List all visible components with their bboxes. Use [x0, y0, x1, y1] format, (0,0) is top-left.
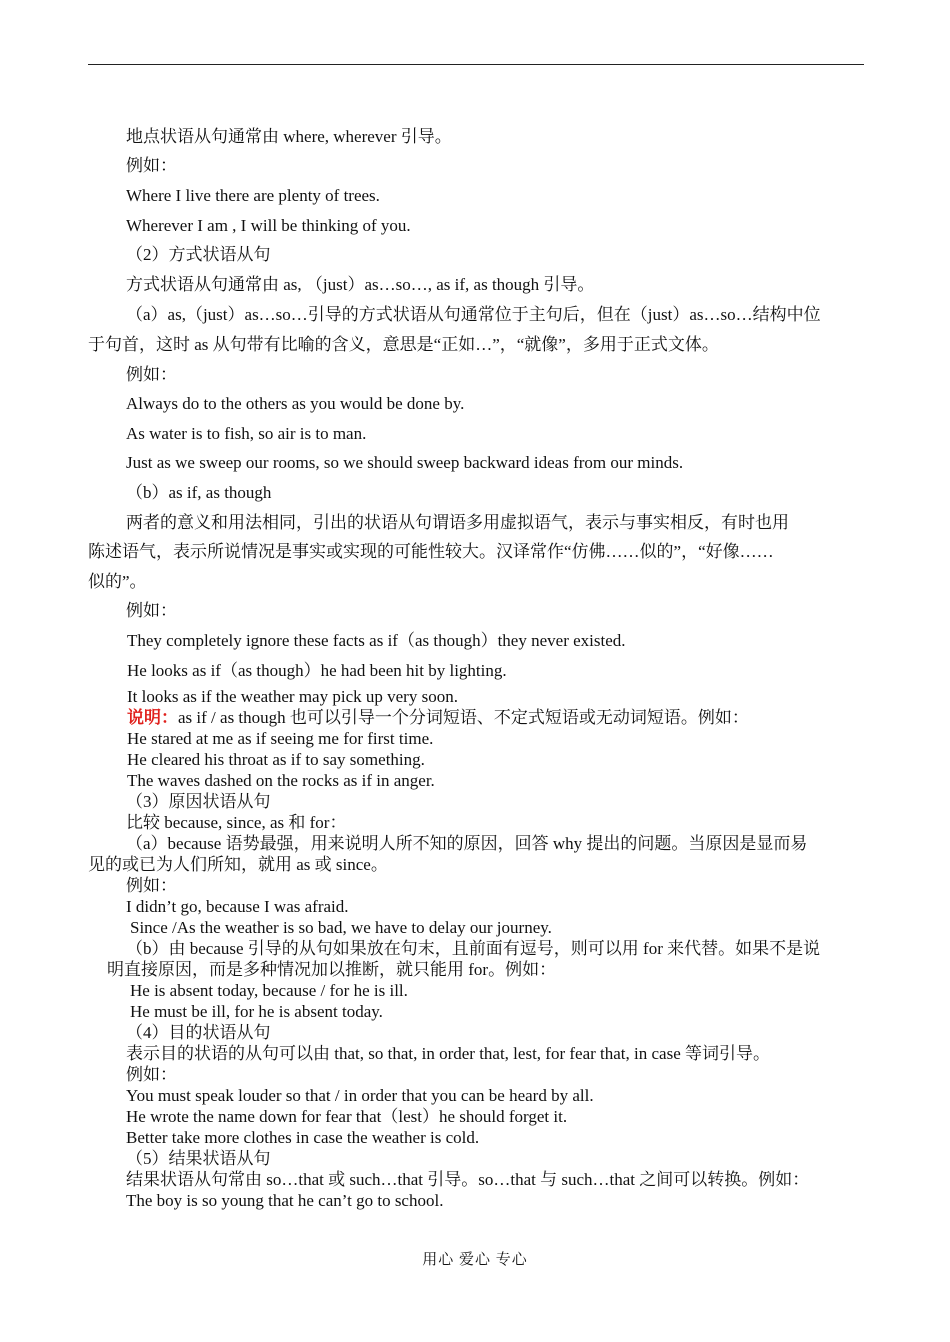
- section-heading: （3）原因状语从句: [126, 792, 271, 811]
- text-line: You must speak louder so that / in order that you can be heard by all.: [126, 1086, 594, 1105]
- text-line: 方式状语从句通常由 as, （just）as…so…, as if, as though 引导。: [126, 275, 595, 294]
- text-line: Always do to the others as you would be done by.: [126, 394, 465, 413]
- section-heading: （5）结果状语从句: [126, 1149, 271, 1168]
- text-line: 似的”。: [88, 572, 147, 591]
- note-text: as if / as though 也可以引导一个分词短语、不定式短语或无动词短语。例如：: [178, 708, 749, 727]
- text-line: He stared at me as if seeing me for first time.: [127, 729, 434, 748]
- text-line: Better take more clothes in case the weather is cold.: [126, 1128, 480, 1147]
- text-line: 陈述语气，表示所说情况是事实或实现的可能性较大。汉译常作“仿佛……似的”，“好像……: [88, 542, 774, 561]
- text-line: He looks as if（as though）he had been hit by lighting.: [127, 661, 507, 680]
- note-label: 说明：: [127, 708, 178, 727]
- text-line: He cleared his throat as if to say something.: [127, 750, 425, 769]
- text-line: 见的或已为人们所知，就用 as 或 since。: [88, 855, 388, 874]
- text-line: He wrote the name down for fear that（lest）he should forget it.: [126, 1107, 568, 1126]
- text-line: 例如：: [126, 876, 177, 895]
- text-line: 明直接原因，而是多种情况加以推断，就只能用 for。例如：: [107, 960, 557, 979]
- text-line: Where I live there are plenty of trees.: [126, 186, 380, 205]
- text-line: 于句首，这时 as 从句带有比喻的含义，意思是“正如…”，“就像”，多用于正式文体。: [88, 335, 719, 354]
- text-line: 表示目的状语的从句可以由 that, so that, in order that, lest, for fear that, in case 等词引导。: [126, 1044, 770, 1063]
- text-line: The boy is so young that he can’t go to school.: [126, 1191, 444, 1210]
- text-line: 例如：: [126, 365, 177, 384]
- text-line: 例如：: [126, 156, 177, 175]
- text-line: He must be ill, for he is absent today.: [130, 1002, 383, 1021]
- text-line: It looks as if the weather may pick up very soon.: [127, 687, 458, 706]
- section-heading: （2）方式状语从句: [126, 245, 271, 264]
- text-line: As water is to fish, so air is to man.: [126, 424, 367, 443]
- text-line: （a）as,（just）as…so…引导的方式状语从句通常位于主句后，但在（just）as…so…结构中位: [126, 305, 821, 324]
- text-line: 例如：: [126, 601, 177, 620]
- text-line: They completely ignore these facts as if（as though）they never existed.: [127, 631, 626, 650]
- text-line: （a）because 语势最强，用来说明人所不知的原因，回答 why 提出的问题。当原因是显而易: [126, 834, 808, 853]
- section-heading: （4）目的状语从句: [126, 1023, 271, 1042]
- text-line: 比较 because, since, as 和 for：: [126, 813, 347, 832]
- text-line: The waves dashed on the rocks as if in anger.: [127, 771, 435, 790]
- note-line: [127, 708, 749, 728]
- text-line: （b）as if, as though: [126, 483, 272, 502]
- text-line: He is absent today, because / for he is ill.: [130, 981, 408, 1000]
- text-line: Wherever I am , I will be thinking of you.: [126, 216, 411, 235]
- text-line: 结果状语从句常由 so…that 或 such…that 引导。so…that 与 such…that 之间可以转换。例如：: [126, 1170, 810, 1189]
- text-line: Since /As the weather is so bad, we have to delay our journey.: [130, 918, 552, 937]
- text-line: 地点状语从句通常由 where, wherever 引导。: [126, 127, 452, 146]
- text-line: I didn’t go, because I was afraid.: [126, 897, 349, 916]
- text-line: 两者的意义和用法相同，引出的状语从句谓语多用虚拟语气，表示与事实相反，有时也用: [126, 513, 789, 532]
- text-line: （b）由 because 引导的从句如果放在句末，且前面有逗号，则可以用 for 来代替。如果不是说: [126, 939, 821, 958]
- text-line: 例如：: [126, 1065, 177, 1084]
- text-line: Just as we sweep our rooms, so we should sweep backward ideas from our minds.: [126, 453, 684, 472]
- page-footer: 用心 爱心 专心: [422, 1252, 528, 1268]
- header-rule: [88, 64, 864, 65]
